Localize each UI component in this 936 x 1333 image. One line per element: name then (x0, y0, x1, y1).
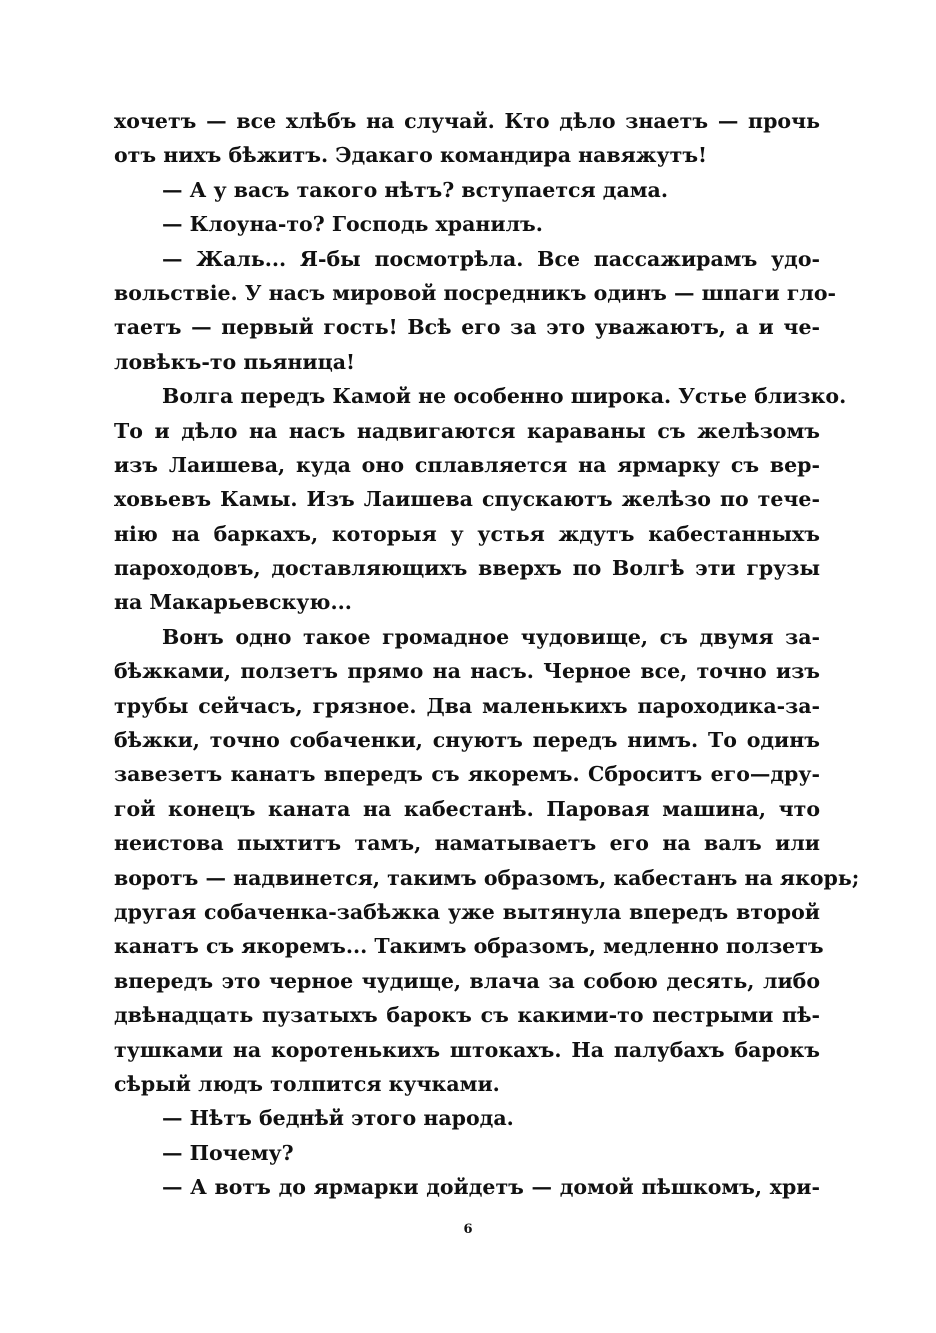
text-line: тушками на коротенькихъ штокахъ. На палубахъ барокъ (114, 1037, 820, 1062)
text-line: канатъ съ якоремъ... Такимъ образомъ, медленно ползетъ (114, 934, 824, 959)
text-line: трубы сейчасъ, грязное. Два маленькихъ пароходика-за- (114, 693, 820, 718)
text-line: — Жаль... Я-бы посмотрѣла. Все пассажирамъ удо- (162, 246, 820, 271)
text-line: двѣнадцать пузатыхъ барокъ съ какими-то пестрыми пѣ- (114, 1003, 820, 1028)
text-line: — Клоуна-то? Господь хранилъ. (162, 212, 543, 237)
text-line: гой конецъ каната на кабестанѣ. Паровая машина, что (114, 796, 820, 821)
text-line: — А вотъ до ярмарки дойдетъ — домой пѣшкомъ, хри- (162, 1175, 820, 1200)
text-line: Волга передъ Камой не особенно широка. Устье близко. (162, 384, 847, 409)
text-line: отъ нихъ бѣжитъ. Эдакаго командира навяжутъ! (114, 143, 708, 168)
text-line: пароходовъ, доставляющихъ вверхъ по Волгѣ эти грузы (114, 556, 820, 581)
text-line: неистова пыхтитъ тамъ, наматываетъ его на валъ или (114, 831, 820, 856)
text-line: впередъ это черное чудище, влача за собою десять, либо (114, 968, 820, 993)
text-line: изъ Лаишева, куда оно сплавляется на ярмарку съ вер- (114, 452, 820, 477)
text-line: хочетъ — все хлѣбъ на случай. Кто дѣло знаетъ — прочь (114, 109, 820, 133)
page-number: 6 (463, 1222, 473, 1237)
text-line: на Макарьевскую... (114, 590, 352, 615)
text-line: завезетъ канатъ впередъ съ якоремъ. Сброситъ его—дру- (114, 762, 820, 787)
text-line: таетъ — первый гость! Всѣ его за это уважаютъ, а и че- (114, 315, 820, 340)
text-line: Вонъ одно такое громадное чудовище, съ двумя за- (162, 624, 820, 649)
text-line: бѣжки, точно собаченки, снуютъ передъ нимъ. То одинъ (114, 728, 820, 753)
text-line: — Почему? (162, 1140, 294, 1165)
text-line: другая собаченка-забѣжка уже вытянула впередъ второй (114, 899, 820, 924)
page-body-text (114, 104, 860, 1205)
text-line: ловѣкъ-то пьяница! (114, 349, 356, 374)
text-line: — Нѣтъ беднѣй этого народа. (162, 1106, 514, 1131)
text-line: То и дѣло на насъ надвигаются караваны съ желѣзомъ (114, 418, 820, 443)
text-line: сѣрый людъ толпится кучками. (114, 1071, 500, 1096)
text-line: воротъ — надвинется, такимъ образомъ, кабестанъ на якорь; (114, 865, 860, 890)
text-line: ховьевъ Камы. Изъ Лаишева спускаютъ желѣзо по тече- (114, 487, 820, 512)
text-line: бѣжками, ползетъ прямо на насъ. Черное все, точно изъ (114, 659, 820, 684)
text-line: вольствіе. У насъ мировой посредникъ одинъ — шпаги гло- (114, 280, 837, 305)
text-line: нію на баркахъ, которыя у устья ждутъ кабестанныхъ (114, 521, 820, 546)
text-line: — А у васъ такого нѣтъ? вступается дама. (162, 177, 668, 202)
